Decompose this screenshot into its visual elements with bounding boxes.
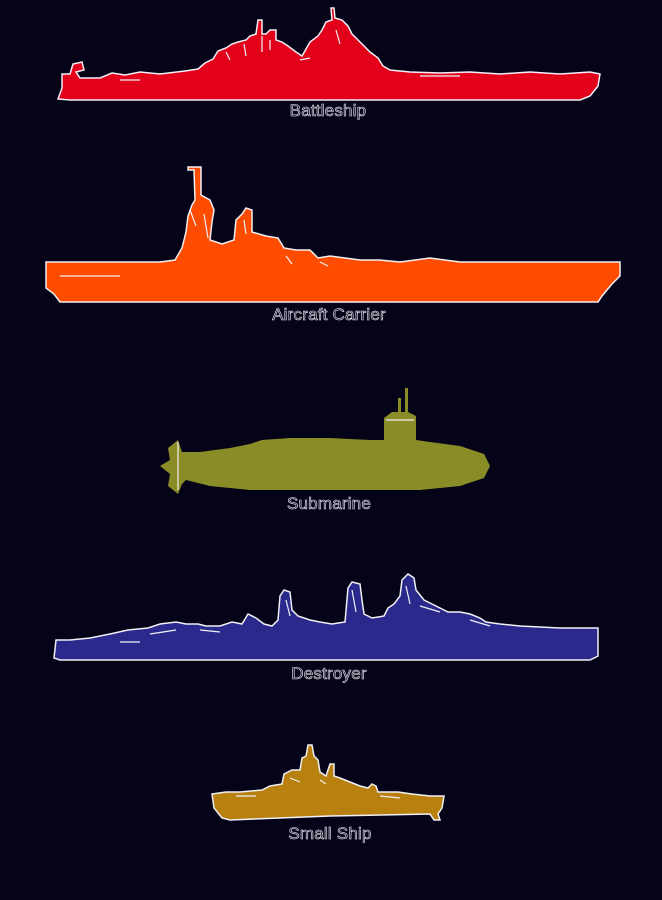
aircraft-carrier-silhouette-icon[interactable] bbox=[46, 167, 620, 302]
submarine-label: Submarine bbox=[286, 494, 371, 513]
battleship-hull bbox=[58, 8, 600, 100]
small-ship-silhouette-icon[interactable] bbox=[212, 745, 444, 820]
submarine-hull bbox=[160, 388, 490, 494]
battleship-silhouette-icon[interactable] bbox=[58, 8, 600, 100]
battleship-label: Battleship bbox=[289, 101, 367, 120]
destroyer-label: Destroyer bbox=[291, 664, 367, 683]
aircraft-carrier-label: Aircraft Carrier bbox=[272, 305, 386, 324]
small-ship-label: Small Ship bbox=[288, 824, 372, 843]
destroyer-hull bbox=[54, 574, 598, 660]
carrier-hull bbox=[46, 167, 620, 302]
small-ship-hull bbox=[212, 745, 444, 820]
submarine-silhouette-icon[interactable] bbox=[160, 388, 490, 494]
destroyer-silhouette-icon[interactable] bbox=[54, 574, 598, 660]
